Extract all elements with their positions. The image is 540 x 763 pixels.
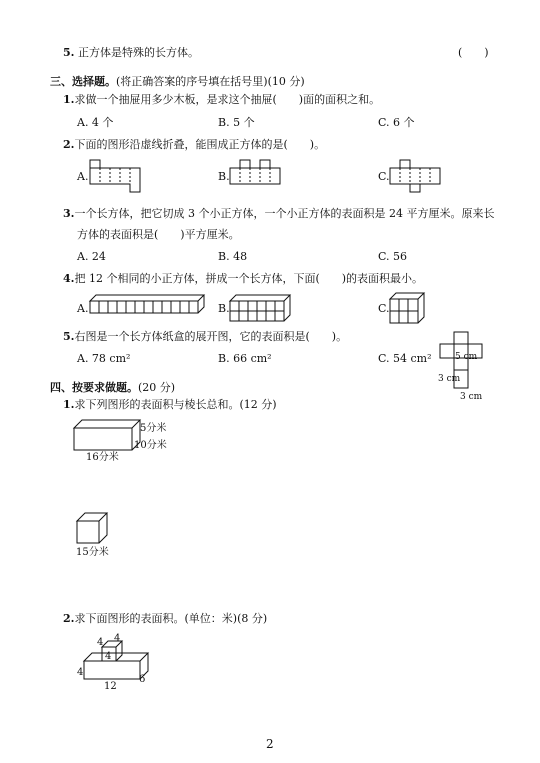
question-number: 5. bbox=[63, 46, 75, 59]
net-label-3cm-b: 3 cm bbox=[460, 392, 483, 402]
net-label-5cm: 5 cm bbox=[455, 352, 478, 362]
question-text: 正方体是特殊的长方体。 bbox=[77, 46, 199, 59]
cuboid-width-label: 10分米 bbox=[134, 440, 167, 451]
label-top-a: 4 bbox=[97, 637, 104, 648]
option-c[interactable]: C. bbox=[378, 302, 390, 315]
mc-question-1 bbox=[63, 93, 380, 106]
cube-row-figure-a bbox=[90, 295, 205, 315]
option-b[interactable]: B. 5 个 bbox=[218, 116, 255, 129]
option-c[interactable]: C. bbox=[378, 170, 390, 183]
option-a[interactable]: A. 4 个 bbox=[77, 116, 114, 129]
question-number: 1. bbox=[63, 398, 75, 411]
mc-question-3 bbox=[63, 207, 494, 220]
option-c[interactable]: C. 54 cm² bbox=[378, 352, 432, 365]
option-a[interactable]: A. bbox=[77, 302, 89, 315]
option-c[interactable]: C. 56 bbox=[378, 250, 408, 263]
answer-blank[interactable]: ( ) bbox=[458, 46, 489, 59]
question-number: 2. bbox=[63, 612, 75, 625]
label-base-width: 6 bbox=[139, 674, 146, 685]
page-number: 2 bbox=[266, 737, 274, 751]
label-base-height: 4 bbox=[77, 667, 84, 678]
option-a[interactable]: A. 24 bbox=[77, 250, 106, 263]
cuboid-length-label: 16分米 bbox=[86, 452, 119, 463]
section-3-heading bbox=[50, 70, 305, 89]
question-text: 求下面图形的表面积。(单位：米)(8 分) bbox=[74, 612, 268, 625]
question-number: 3. bbox=[63, 207, 75, 220]
question-number: 1. bbox=[63, 93, 75, 106]
option-a[interactable]: A. bbox=[77, 170, 89, 183]
label-cube-front: 4 bbox=[105, 651, 112, 662]
option-a[interactable]: A. 78 cm² bbox=[77, 352, 131, 365]
cuboid-height-label: 5分米 bbox=[140, 423, 167, 434]
question-4-1 bbox=[63, 398, 277, 411]
net-figure-b bbox=[230, 160, 290, 192]
question-stem: 把 12 个相同的小正方体，拼成一个长方体，下面( )的表面积最小。 bbox=[74, 272, 424, 285]
option-b[interactable]: B. bbox=[218, 302, 230, 315]
question-stem-continued: 方体的表面积是( )平方厘米。 bbox=[77, 228, 240, 241]
option-b[interactable]: B. 66 cm² bbox=[218, 352, 272, 365]
option-b[interactable]: B. bbox=[218, 170, 230, 183]
cube-block-figure-b bbox=[230, 295, 292, 323]
question-number: 2. bbox=[63, 138, 75, 151]
question-stem: 右图是一个长方体纸盒的展开图，它的表面积是( )。 bbox=[74, 330, 348, 343]
mc-question-5 bbox=[63, 330, 347, 343]
section-title: 三、选择题。 bbox=[50, 75, 116, 88]
mc-question-4 bbox=[63, 272, 423, 285]
cube-figure bbox=[77, 513, 109, 545]
mc-question-2 bbox=[63, 138, 325, 151]
question-text: 求下列图形的表面积与棱长总和。(12 分) bbox=[74, 398, 277, 411]
cube-edge-label: 15分米 bbox=[76, 547, 109, 558]
question-number: 4. bbox=[63, 272, 75, 285]
question-number: 5. bbox=[63, 330, 75, 343]
question-stem: 求做一个抽屉用多少木板，是求这个抽屉( )面的面积之和。 bbox=[74, 93, 381, 106]
question-4-2 bbox=[63, 612, 267, 625]
section-note: (将正确答案的序号填在括号里)(10 分) bbox=[116, 75, 305, 88]
label-top-b: 4 bbox=[114, 633, 121, 644]
section-4-heading bbox=[50, 376, 175, 395]
tf-question-5 bbox=[63, 46, 199, 59]
question-stem: 下面的图形沿虚线折叠，能围成正方体的是( )。 bbox=[74, 138, 326, 151]
section-note: (20 分) bbox=[138, 381, 176, 394]
cube-block-figure-c bbox=[390, 293, 426, 325]
net-figure-a bbox=[90, 160, 150, 192]
option-c[interactable]: C. 6 个 bbox=[378, 116, 415, 129]
section-title: 四、按要求做题。 bbox=[50, 381, 138, 394]
option-b[interactable]: B. 48 bbox=[218, 250, 248, 263]
question-stem: 一个长方体，把它切成 3 个小正方体，一个小正方体的表面积是 24 平方厘米。原来长 bbox=[74, 207, 495, 220]
label-base-length: 12 bbox=[104, 681, 117, 692]
net-figure-c bbox=[390, 160, 450, 192]
net-label-3cm-a: 3 cm bbox=[438, 374, 461, 384]
